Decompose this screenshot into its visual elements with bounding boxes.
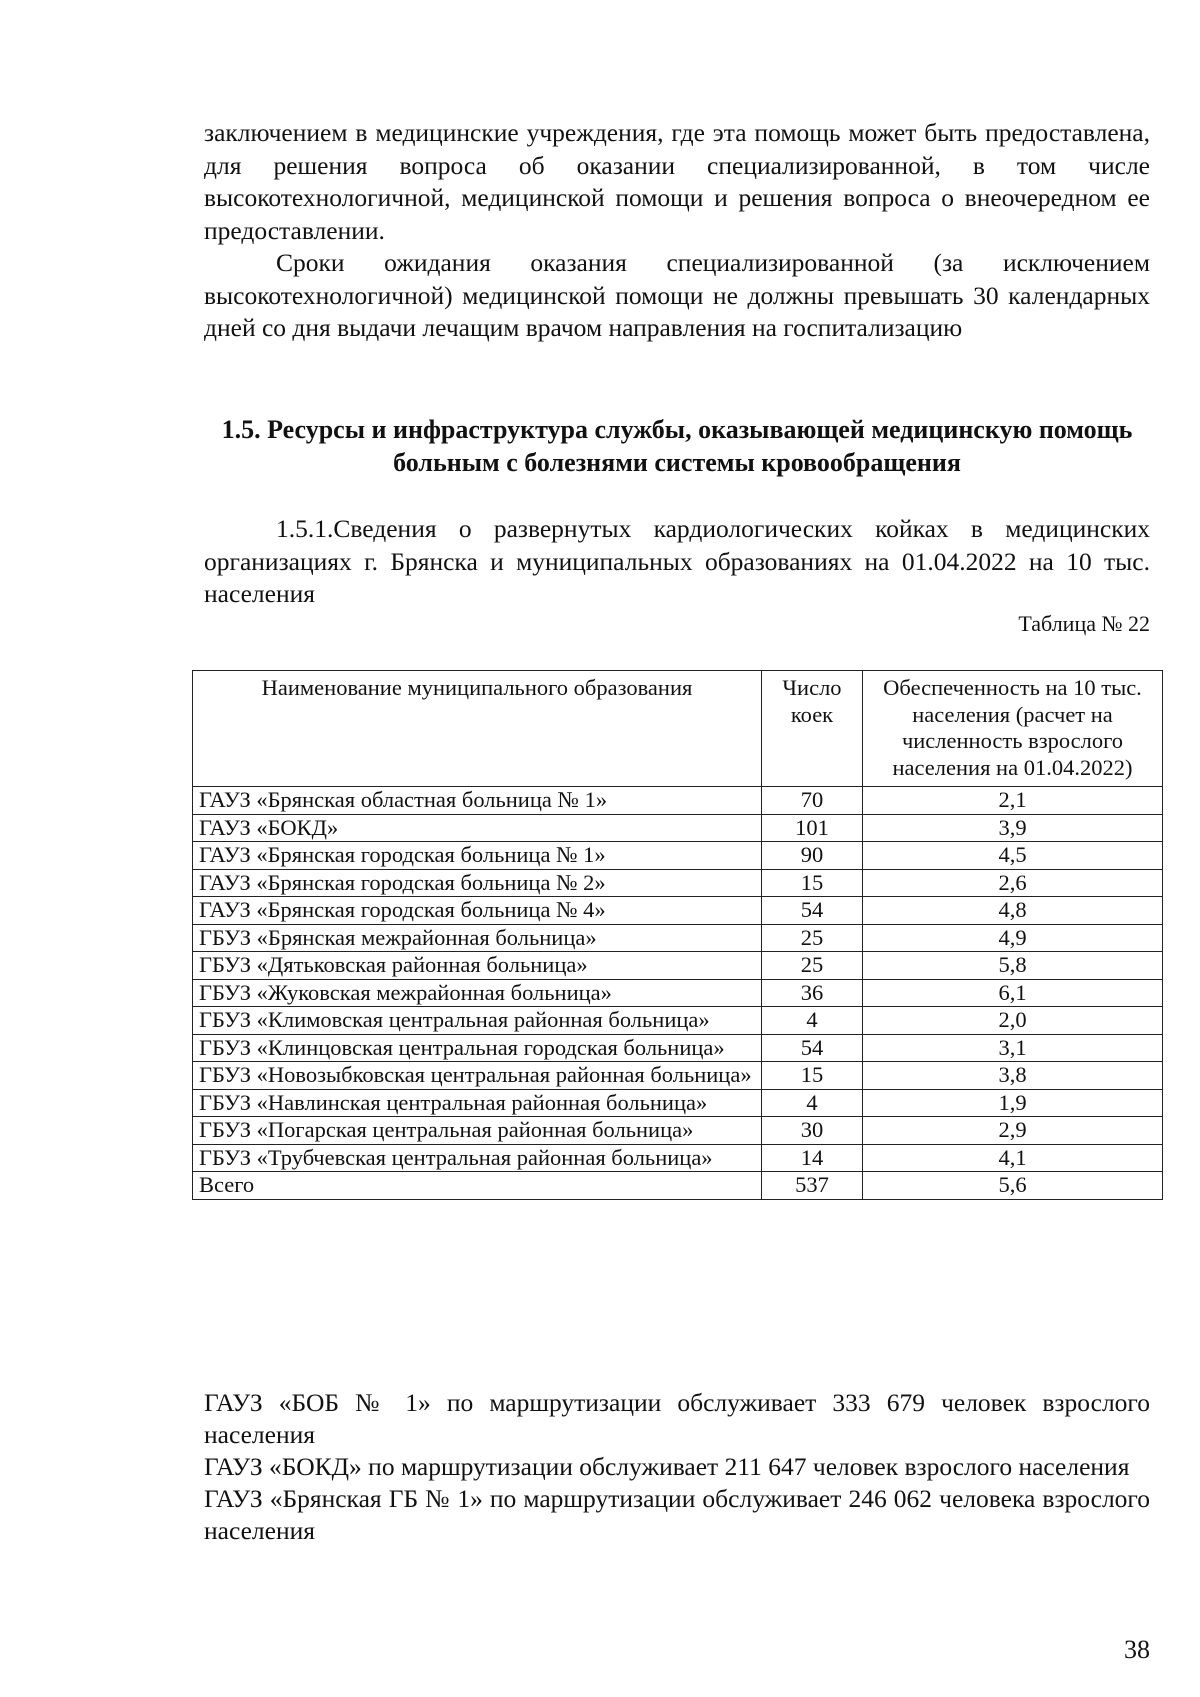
cell-beds: 4 <box>762 1007 863 1035</box>
table-caption: Таблица № 22 <box>1018 611 1150 636</box>
cell-ratio: 4,8 <box>863 897 1163 925</box>
cell-ratio: 4,9 <box>863 924 1163 952</box>
cell-ratio: 6,1 <box>863 979 1163 1007</box>
header-name: Наименование муниципального образования <box>193 671 762 787</box>
cell-beds: 25 <box>762 952 863 980</box>
routing-notes <box>204 1387 1150 1547</box>
table-row <box>193 787 1163 815</box>
page-number: 38 <box>1124 1635 1150 1664</box>
table-row <box>193 1062 1163 1090</box>
cardiology-beds-table <box>192 670 1163 1200</box>
cell-ratio: 2,6 <box>863 869 1163 897</box>
note-gb1: ГАУЗ «Брянская ГБ № 1» по маршрутизации обслуживает 246 062 человека взрослого населения <box>204 1484 1150 1545</box>
table-row <box>193 979 1163 1007</box>
table-row <box>193 842 1163 870</box>
note-bob1: ГАУЗ «БОБ № 1» по маршрутизации обслуживает 333 679 человек взрослого населения <box>204 1388 1150 1449</box>
table-row <box>193 897 1163 925</box>
table-row <box>193 1144 1163 1172</box>
cell-name: ГАУЗ «БОКД» <box>193 814 762 842</box>
table-row <box>193 1172 1163 1200</box>
table-row <box>193 1117 1163 1145</box>
table-header-row <box>193 671 1163 787</box>
table-row <box>193 1089 1163 1117</box>
cell-name: ГБУЗ «Трубчевская центральная районная больница» <box>193 1144 762 1172</box>
cell-beds: 90 <box>762 842 863 870</box>
cell-name: ГБУЗ «Климовская центральная районная больница» <box>193 1007 762 1035</box>
header-ratio: Обеспеченность на 10 тыс. населения (расчет на численность взрослого населения на 01.04.2022) <box>863 671 1163 787</box>
cell-beds: 101 <box>762 814 863 842</box>
table-row <box>193 952 1163 980</box>
cell-name: ГБУЗ «Жуковская межрайонная больница» <box>193 979 762 1007</box>
section-heading: 1.5. Ресурсы и инфраструктура службы, оказывающей медицинскую помощь больным с болезнями системы кровообращения <box>221 415 1133 477</box>
cell-beds: 36 <box>762 979 863 1007</box>
cell-name: Всего <box>193 1172 762 1200</box>
cell-beds: 54 <box>762 1034 863 1062</box>
cell-ratio: 2,9 <box>863 1117 1163 1145</box>
note-bokd: ГАУЗ «БОКД» по маршрутизации обслуживает 211 647 человек взрослого населения <box>204 1452 1130 1481</box>
cell-name: ГБУЗ «Дятьковская районная больница» <box>193 952 762 980</box>
cell-beds: 537 <box>762 1172 863 1200</box>
cell-ratio: 2,0 <box>863 1007 1163 1035</box>
cell-name: ГАУЗ «Брянская городская больница № 1» <box>193 842 762 870</box>
table-row <box>193 869 1163 897</box>
cell-ratio: 3,8 <box>863 1062 1163 1090</box>
cell-beds: 4 <box>762 1089 863 1117</box>
cell-name: ГАУЗ «Брянская областная больница № 1» <box>193 787 762 815</box>
cell-name: ГАУЗ «Брянская городская больница № 2» <box>193 869 762 897</box>
cell-name: ГАУЗ «Брянская городская больница № 4» <box>193 897 762 925</box>
cell-ratio: 5,6 <box>863 1172 1163 1200</box>
cell-ratio: 5,8 <box>863 952 1163 980</box>
cell-ratio: 3,9 <box>863 814 1163 842</box>
paragraph-intro: заключением в медицинские учреждения, где эта помощь может быть предоставлена, для решения вопроса об оказании специализированной, в том числе высокотехнологичной, медицинской помощи и решения вопроса о внеочередном ее предоставлении. <box>204 118 1150 245</box>
cell-ratio: 4,5 <box>863 842 1163 870</box>
cell-name: ГБУЗ «Погарская центральная районная больница» <box>193 1117 762 1145</box>
table-row <box>193 924 1163 952</box>
cell-ratio: 3,1 <box>863 1034 1163 1062</box>
header-beds: Число коек <box>762 671 863 787</box>
table-row <box>193 1034 1163 1062</box>
paragraph-waiting-times: Сроки ожидания оказания специализированной (за исключением высокотехнологичной) медицинской помощи не должны превышать 30 календарных дней со дня выдачи лечащим врачом направления на госпитализацию <box>204 248 1150 342</box>
cell-beds: 15 <box>762 869 863 897</box>
cell-beds: 54 <box>762 897 863 925</box>
cell-beds: 15 <box>762 1062 863 1090</box>
cell-name: ГБУЗ «Клинцовская центральная городская больница» <box>193 1034 762 1062</box>
cell-name: ГБУЗ «Брянская межрайонная больница» <box>193 924 762 952</box>
cell-ratio: 1,9 <box>863 1089 1163 1117</box>
table-body <box>193 787 1163 1200</box>
table-row <box>193 814 1163 842</box>
cell-beds: 30 <box>762 1117 863 1145</box>
cell-name: ГБУЗ «Навлинская центральная районная больница» <box>193 1089 762 1117</box>
cell-ratio: 4,1 <box>863 1144 1163 1172</box>
cell-beds: 70 <box>762 787 863 815</box>
paragraph-table-intro: 1.5.1.Сведения о развернутых кардиологических койках в медицинских организациях г. Брянска и муниципальных образованиях на 01.04.2022 на 10 тыс. населения <box>204 514 1150 608</box>
cell-beds: 25 <box>762 924 863 952</box>
cell-name: ГБУЗ «Новозыбковская центральная районная больница» <box>193 1062 762 1090</box>
cell-ratio: 2,1 <box>863 787 1163 815</box>
cell-beds: 14 <box>762 1144 863 1172</box>
table-row <box>193 1007 1163 1035</box>
